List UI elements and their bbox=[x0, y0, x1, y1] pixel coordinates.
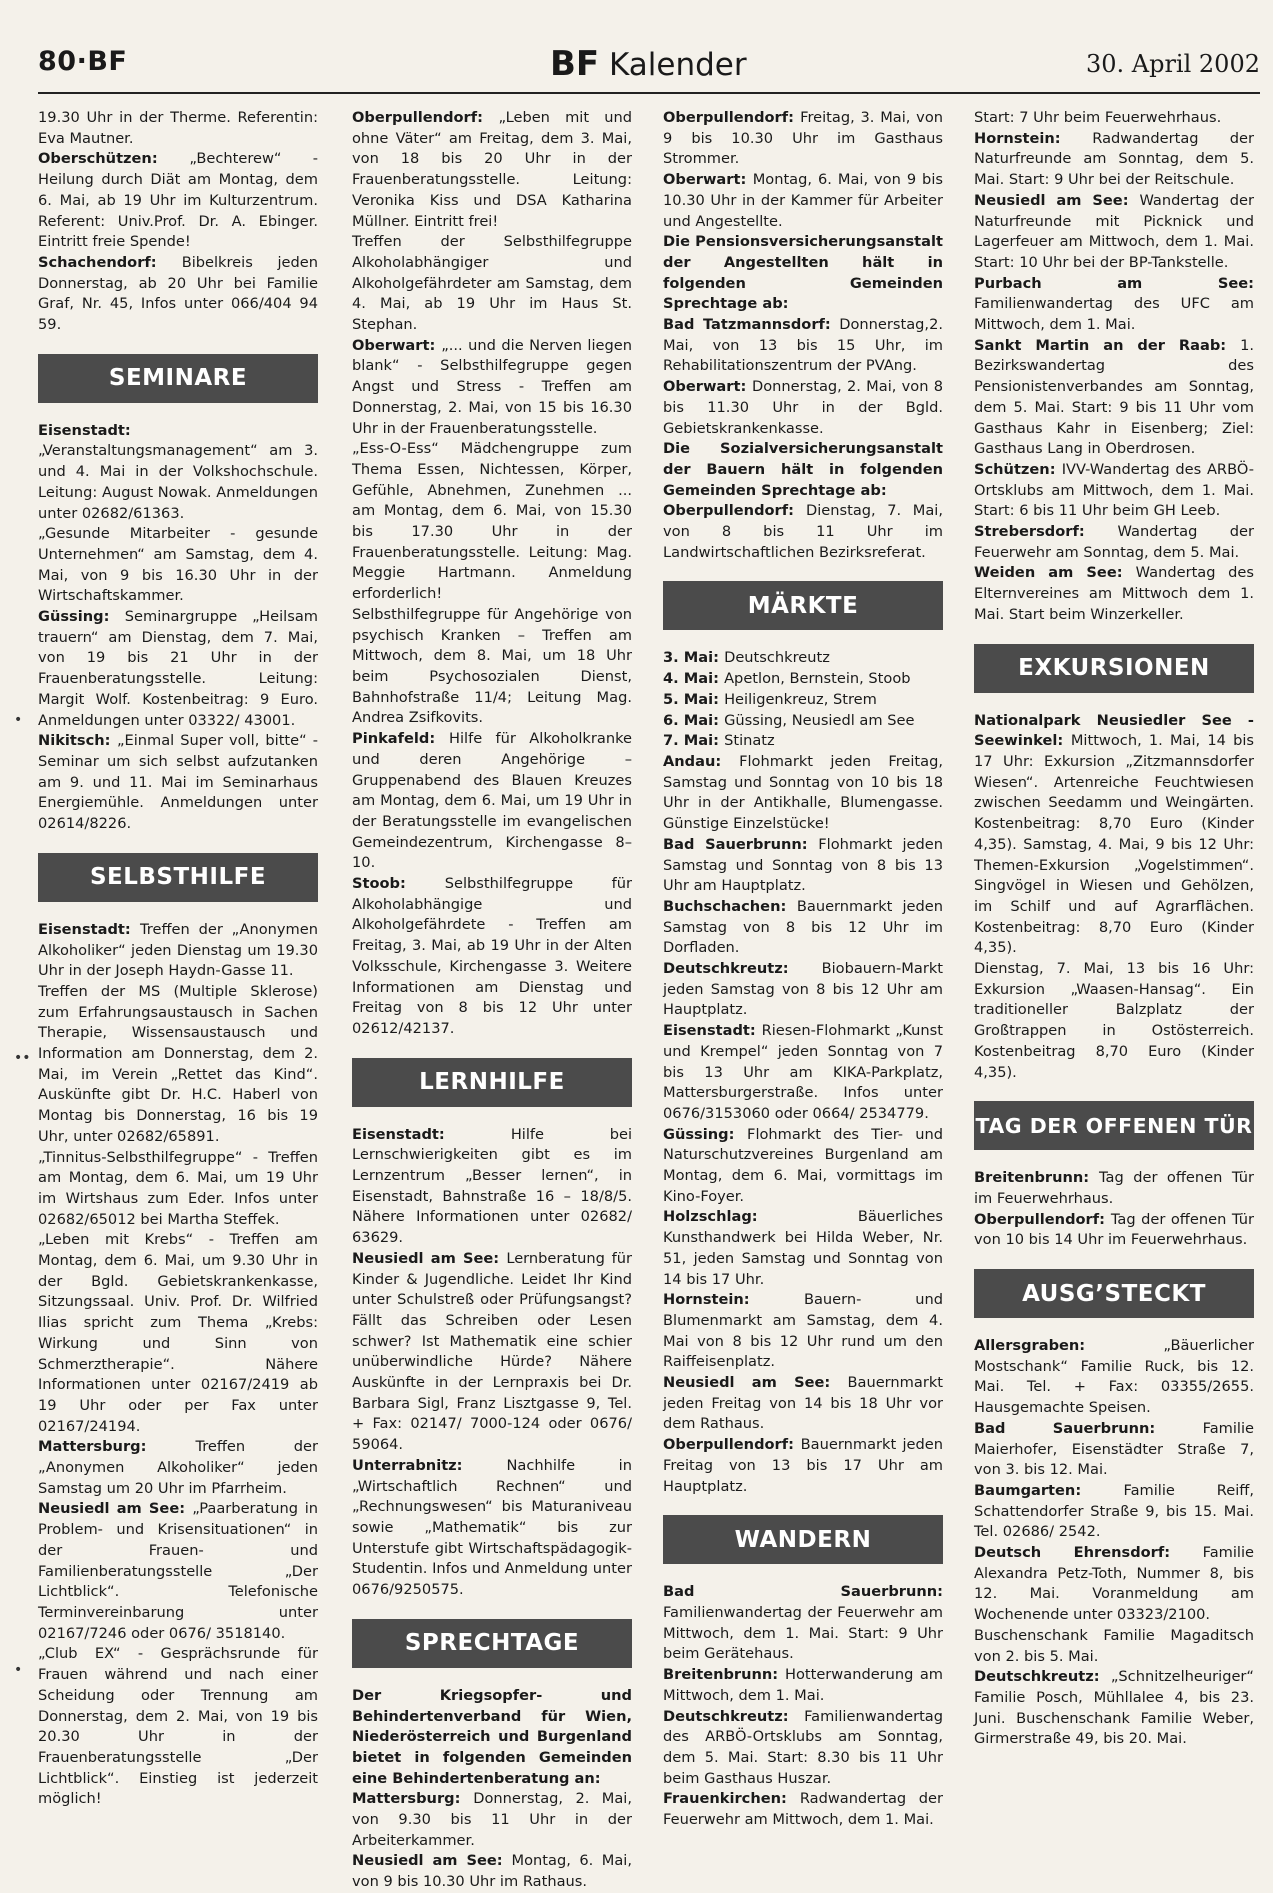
entry-text: „Bechterew“ - Heilung durch Diät am Montag, dem 6. Mai, ab 19 Uhr im Kulturzentrum. Referent: Univ.Prof. Dr. A. Ebinger. Eintritt freie Spende! bbox=[38, 150, 318, 251]
entry-place: Neusiedl am See: bbox=[663, 1374, 848, 1392]
listing-entry bbox=[974, 1419, 1254, 1481]
entry-text: Freitag, 3. Mai, von 9 bis 10.30 Uhr im Gasthaus Strommer. bbox=[663, 109, 943, 168]
entry-place: Eisenstadt: bbox=[38, 920, 141, 938]
brand-logo: BF bbox=[550, 44, 600, 84]
entry-text: „Leben mit und ohne Väter“ am Freitag, dem 3. Mai, von 18 bis 20 Uhr in der Frauenberatungsstelle. Leitung: Veronika Kiss und DSA Katharina Müllner. Eintritt frei! bbox=[352, 109, 633, 230]
entry-place: Holzschlag: bbox=[663, 1208, 858, 1226]
listing-entry bbox=[974, 959, 1254, 1083]
listing-entry bbox=[38, 1644, 318, 1810]
entry-place: Oberwart: bbox=[352, 336, 442, 354]
entry-text: „Ess-O-Ess“ Mädchengruppe zum Thema Essen, Nichtessen, Körper, Gefühle, Abnehmen, Zunehmen ... am Montag, dem 6. Mai, von 15.30 bis 17.30 Uhr in der Frauenberatungsstelle. Leitung: Mag. Meggie Hartmann. Anmeldung erforderlich! bbox=[352, 440, 632, 603]
entry-place: Frauenkirchen: bbox=[663, 1790, 800, 1808]
entry-text: „Veranstaltungsmanagement“ am 3. und 4. Mai in der Volkshochschule. Leitung: August Nowak. Anmeldungen unter 02682/61363. bbox=[38, 442, 318, 522]
entry-place: Oberwart: bbox=[663, 171, 753, 189]
listing-entry bbox=[974, 1626, 1254, 1667]
header-rule bbox=[38, 92, 1260, 94]
listing-entry bbox=[352, 1851, 632, 1892]
entry-text: Treffen der „Anonymen Alkoholiker“ jeden Dienstag um 19.30 Uhr in der Joseph Haydn-Gasse 11. bbox=[38, 920, 318, 980]
entry-place: Oberschützen: bbox=[38, 150, 190, 168]
listing-entry bbox=[663, 897, 943, 959]
listing-entry bbox=[352, 729, 632, 874]
listing-entry bbox=[663, 835, 943, 897]
listing-entry bbox=[352, 439, 632, 605]
entry-text: Hilfe für Alkoholkranke und deren Angehörige – Gruppenabend des Blauen Kreuzes am Montag, dem 6. Mai, um 19 Uhr in der Beratungsstelle im evangelischen Gemeindezentrum, Kirchengasse 8–10. bbox=[352, 730, 632, 872]
section-header-tag-der-offenen-t-r: TAG DER OFFENEN TÜR bbox=[974, 1101, 1254, 1150]
listing-entry bbox=[663, 1789, 943, 1830]
entry-place: Der Kriegsopfer- und Behindertenverband für Wien, Niederösterreich und Burgenland bietet in folgenden Gemeinden eine Behindertenberatung an: bbox=[352, 1686, 632, 1787]
listing-entry bbox=[663, 1290, 943, 1373]
section-title bbox=[550, 44, 747, 84]
entry-place: Weiden am See: bbox=[974, 564, 1136, 582]
entry-place: Nikitsch: bbox=[38, 732, 117, 750]
listing-entry bbox=[663, 1207, 943, 1290]
listing-entry bbox=[663, 1665, 943, 1706]
listing-entry bbox=[974, 1210, 1254, 1251]
listing-entry bbox=[663, 315, 943, 377]
entry-place: Allersgraben: bbox=[974, 1337, 1164, 1355]
entry-text: Familie Maierhofer, Eisenstädter Straße 7, von 3. bis 12. Mai. bbox=[974, 1419, 1254, 1479]
entry-place: Schützen: bbox=[974, 460, 1062, 478]
listing-entry bbox=[38, 524, 318, 607]
entry-text: Bauern- und Blumenmarkt am Samstag, dem 4. Mai von 8 bis 12 Uhr rund um den Raiffeisenplatz. bbox=[663, 1291, 944, 1371]
listing-entry bbox=[38, 421, 318, 525]
entry-text: „Paarberatung in Problem- und Krisensituationen“ in der Frauen- und Familienberatungsstelle „Der Lichtblick“. Telefonische Terminvereinbarung unter 02167/7246 oder 0676/ 3518140. bbox=[38, 1500, 318, 1642]
listing-entry bbox=[663, 711, 943, 732]
entry-text: Mittwoch, 1. Mai, 14 bis 17 Uhr: Exkursion „Zitzmannsdorfer Wiesen“. Artenreiche Feuchtwiesen zwischen Seedamm und Weingärten. Kostenbeitrag: 8,70 Euro (Kinder 4,35). Samstag, 4. Mai, 9 bis 12 Uhr: Themen-Exkursion „Vogelstimmen“. Singvögel in Wiesen und Gehölzen, im Schilf und auf Agrarflächen. Kostenbeitrag: 8,70 Euro (Kinder 4,35). bbox=[974, 732, 1254, 957]
entry-text: Bauernmarkt jeden Freitag von 14 bis 18 Uhr vor dem Rathaus. bbox=[663, 1374, 943, 1433]
entry-text: „... und die Nerven liegen blank“ - Selbsthilfegruppe gegen Angst und Stress - Treffen am Donnerstag, 2. Mai, von 15 bis 16.30 Uhr in der Frauenberatungsstelle. bbox=[352, 336, 633, 437]
section-header-sprechtage: SPRECHTAGE bbox=[352, 1619, 632, 1668]
listing-entry bbox=[38, 253, 318, 336]
entry-place: Bad Tatzmannsdorf: bbox=[663, 316, 840, 334]
entry-place: Güssing: bbox=[663, 1125, 748, 1143]
entry-place: Andau: bbox=[663, 752, 740, 770]
entry-place: Breitenbrunn: bbox=[663, 1666, 785, 1684]
section-header-ausg-steckt: AUSG’STECKT bbox=[974, 1269, 1254, 1318]
entry-text: Wandertag der Feuerwehr am Sonntag, dem 5. Mai. bbox=[974, 523, 1254, 561]
listing-entry bbox=[663, 669, 943, 690]
entry-text: Familie Alexandra Petz-Toth, Nummer 8, bis 12. Mai. Voranmeldung am Wochenende unter 03323/2100. bbox=[974, 1544, 1254, 1624]
section-header-selbsthilfe: SELBSTHILFE bbox=[38, 853, 318, 902]
listing-entry bbox=[974, 1481, 1254, 1543]
entry-place: Oberpullendorf: bbox=[663, 109, 801, 126]
listing-entry bbox=[663, 1021, 943, 1125]
entry-place: Die Sozialversicherungsanstalt der Bauern hält in folgenden Gemeinden Sprechtage ab: bbox=[663, 440, 943, 499]
section-header-exkursionen: EXKURSIONEN bbox=[974, 644, 1254, 693]
listing-entry bbox=[38, 982, 318, 1148]
column-4 bbox=[974, 108, 1254, 1750]
entry-text: Flohmarkt jeden Freitag, Samstag und Sonntag von 10 bis 18 Uhr in der Antikhalle, Blumengasse. Günstige Einzelstücke! bbox=[663, 752, 943, 833]
listing-entry bbox=[663, 1435, 943, 1497]
listing-entry bbox=[974, 129, 1254, 191]
entry-place: Mattersburg: bbox=[38, 1438, 196, 1456]
entry-text: Güssing, Neusiedl am See bbox=[724, 711, 915, 729]
page-number: 80 bbox=[38, 46, 77, 77]
entry-place: Güssing: bbox=[38, 608, 125, 626]
listing-entry bbox=[663, 1125, 943, 1208]
section-name: Kalender bbox=[609, 47, 747, 83]
entry-text: Apetlon, Bernstein, Stoob bbox=[724, 670, 911, 688]
entry-place: Neusiedl am See: bbox=[352, 1249, 507, 1267]
listing-entry bbox=[663, 752, 943, 835]
entry-text: Treffen der „Anonymen Alkoholiker“ jeden Samstag um 20 Uhr im Pfarrheim. bbox=[38, 1438, 318, 1497]
listing-entry bbox=[974, 460, 1254, 522]
entry-text: Nachhilfe in „Wirtschaftlich Rechnen“ und „Rechnungswesen“ bis Maturaniveau sowie „Mathematik“ bis zur Unterstufe gibt Wirtschaftspädagogik-Studentin. Infos und Anmeldung unter 0676/9250575. bbox=[352, 1456, 632, 1599]
entry-text: Donnerstag,2. Mai, von 13 bis 15 Uhr, im Rehabilitationszentrum der PVAng. bbox=[663, 316, 943, 375]
entry-place: Deutsch Ehrensdorf: bbox=[974, 1544, 1203, 1562]
entry-text: „Club EX“ - Gesprächsrunde für Frauen während und nach einer Scheidung oder Trennung am Donnerstag, dem 2. Mai, von 19 bis 20.30 Uhr in der Frauenberatungsstelle „Der Lichtblick“. Einstieg ist jederzeit möglich! bbox=[38, 1645, 318, 1808]
entry-text: „Einmal Super voll, bitte“ - Seminar um sich selbst aufzutanken am 9. und 11. Mai im Seminarhaus Energiemühle. Anmeldungen unter 02614/8226. bbox=[38, 732, 318, 833]
listing-entry bbox=[38, 108, 318, 149]
separator-dot: · bbox=[76, 46, 88, 77]
listing-entry bbox=[663, 1707, 943, 1790]
entry-text: Deutschkreutz bbox=[724, 649, 830, 667]
entry-place: 3. Mai: bbox=[663, 649, 725, 667]
entry-text: Hilfe bei Lernschwierigkeiten gibt es im Lernzentrum „Besser lernen“, in Eisenstadt, Bahnstraße 16 – 18/8/5. Nähere Informationen unter 02682/ 63629. bbox=[352, 1125, 632, 1247]
entry-place: Deutschkreutz: bbox=[663, 960, 822, 978]
listing-entry bbox=[352, 1249, 632, 1456]
listing-entry bbox=[974, 274, 1254, 336]
entry-place: Eisenstadt: bbox=[663, 1022, 762, 1040]
entry-text: Flohmarkt des Tier- und Naturschutzvereines Burgenland am Montag, dem 6. Mai, vormittags im Kino-Foyer. bbox=[663, 1125, 943, 1205]
entry-text: Start: 7 Uhr beim Feuerwehrhaus. bbox=[974, 109, 1222, 126]
listing-entry bbox=[352, 605, 632, 729]
listing-entry bbox=[663, 377, 943, 439]
entry-place: Eisenstadt: bbox=[38, 421, 131, 439]
page-header bbox=[38, 44, 1260, 84]
entry-text: Montag, 6. Mai, von 9 bis 10.30 Uhr in der Kammer für Arbeiter und Angestellte. bbox=[663, 171, 943, 230]
section-header-lernhilfe: LERNHILFE bbox=[352, 1058, 632, 1107]
listing-entry bbox=[974, 563, 1254, 625]
entry-text: Flohmarkt jeden Samstag und Sonntag von 8 bis 13 Uhr am Hauptplatz. bbox=[663, 835, 944, 895]
listing-entry bbox=[974, 522, 1254, 563]
listing-entry bbox=[38, 1230, 318, 1437]
entry-text: Selbsthilfegruppe für Alkoholabhängige und Alkoholgefährdete - Treffen am Freitag, 3. Mai, ab 19 Uhr in der Alten Volksschule, Kirchengasse 3. Weitere Informationen am Dienstag und Freitag von 8 bis 12 Uhr unter 02612/42137. bbox=[352, 875, 632, 1037]
entry-place: Oberpullendorf: bbox=[663, 502, 806, 520]
entry-place: 5. Mai: bbox=[663, 690, 725, 708]
entry-text: Dienstag, 7. Mai, 13 bis 16 Uhr: Exkursion „Waasen-Hansag“. Ein traditioneller Balzplatz der Großtrappen in Ostösterreich. Kostenbeitrag 8,70 Euro (Kinder 4,35). bbox=[974, 960, 1254, 1081]
listing-entry bbox=[352, 232, 632, 336]
listing-entry bbox=[974, 1168, 1254, 1209]
listing-entry bbox=[974, 1667, 1254, 1750]
entry-place: 7. Mai: bbox=[663, 732, 725, 750]
entry-place: Neusiedl am See: bbox=[352, 1852, 512, 1870]
entry-place: Oberpullendorf: bbox=[663, 1436, 801, 1454]
entry-text: „Leben mit Krebs“ - Treffen am Montag, dem 6. Mai, um 9.30 Uhr in der Bgld. Gebietskrankenkasse, Sitzungssaal. Univ. Prof. Dr. Wilfried Ilias spricht zum Thema „Krebs: Wirkung und Sinn von Schmerztherapie“. Nähere Informationen unter 02167/2419 ab 19 Uhr oder per Fax unter 02167/24194. bbox=[38, 1231, 318, 1435]
entry-place: Purbach am See: bbox=[974, 274, 1254, 292]
margin-mark: • bbox=[14, 712, 23, 728]
entry-place: Neusiedl am See: bbox=[974, 191, 1140, 209]
entry-text: Hotterwanderung am Mittwoch, dem 1. Mai. bbox=[663, 1666, 943, 1704]
entry-text: Selbsthilfegruppe für Angehörige von psychisch Kranken – Treffen am Mittwoch, dem 8. Mai, um 18 Uhr beim Psychosozialen Dienst, Bahnhofstraße 11/4; Leitung Mag. Andrea Zsifkovits. bbox=[352, 605, 632, 727]
listing-entry bbox=[38, 1148, 318, 1231]
entry-text: Tag der offenen Tür im Feuerwehrhaus. bbox=[974, 1169, 1254, 1207]
entry-text: Montag, 6. Mai, von 9 bis 10.30 Uhr im Rathaus. bbox=[352, 1852, 632, 1891]
entry-text: „Schnitzelheuriger“ Familie Posch, Mühllalee 4, bis 23. Juni. Buschenschank Familie Weber, Girmerstraße 49, bis 20. Mai. bbox=[974, 1668, 1254, 1748]
entry-text: Bibelkreis jeden Donnerstag, ab 20 Uhr bei Familie Graf, Nr. 45, Infos unter 066/404 94 59. bbox=[38, 253, 318, 334]
listing-entry bbox=[38, 149, 318, 253]
listing-entry bbox=[352, 336, 632, 440]
entry-place: Strebersdorf: bbox=[974, 523, 1118, 541]
entry-text: „Tinnitus-Selbsthilfegruppe“ - Treffen am Montag, dem 6. Mai, um 19 Uhr im Wirtshaus zum Eder. Infos unter 02682/65012 bei Martha Steffek. bbox=[38, 1148, 318, 1228]
entry-place: Oberpullendorf: bbox=[974, 1210, 1111, 1228]
section-header-m-rkte: MÄRKTE bbox=[663, 581, 943, 630]
page-number-label bbox=[38, 46, 127, 77]
entry-place: Oberpullendorf: bbox=[352, 109, 499, 126]
listing-entry bbox=[38, 731, 318, 835]
listing-entry bbox=[38, 1499, 318, 1644]
entry-text: Wandertag des Elternvereines am Mittwoch dem 1. Mai. Start beim Winzerkeller. bbox=[974, 564, 1254, 623]
entry-text: 19.30 Uhr in der Therme. Referentin: Eva Mautner. bbox=[38, 109, 318, 147]
entry-text: Riesen-Flohmarkt „Kunst und Krempel“ jeden Sonntag von 7 bis 13 Uhr am KIKA-Parkplatz, Mattersburgerstraße. Infos unter 0676/3153060 oder 0664/ 2534779. bbox=[663, 1022, 943, 1122]
entry-text: Familienwandertag des UFC am Mittwoch, dem 1. Mai. bbox=[974, 295, 1254, 334]
brand-left: BF bbox=[87, 46, 128, 77]
entry-text: Lernberatung für Kinder & Jugendliche. Leidet Ihr Kind unter Schulstreß oder Prüfungsangst? Fällt das Schreiben oder Lesen schwer? Ist Mathematik eine schier unüberwindliche Hürde? Nähere Auskünfte in der Lernpraxis bei Dr. Barbara Sigl, Franz Lisztgasse 9, Tel. + Fax: 02147/ 7000-124 oder 0676/ 59064. bbox=[352, 1249, 632, 1454]
entry-place: Nationalpark Neusiedler See - Seewinkel: bbox=[974, 711, 1254, 750]
listing-entry bbox=[38, 920, 318, 982]
listing-entry bbox=[352, 1125, 632, 1249]
entry-place: Breitenbrunn: bbox=[974, 1169, 1100, 1187]
listing-entry bbox=[352, 874, 632, 1040]
entry-place: Bad Sauerbrunn: bbox=[974, 1419, 1203, 1437]
listing-entry bbox=[663, 439, 943, 501]
entry-text: Radwandertag der Feuerwehr am Mittwoch, dem 1. Mai. bbox=[663, 1790, 943, 1829]
listing-entry bbox=[663, 731, 943, 752]
listing-entry bbox=[663, 690, 943, 711]
margin-mark: • bbox=[14, 1662, 23, 1678]
listing-entry bbox=[974, 1336, 1254, 1419]
entry-place: Mattersburg: bbox=[352, 1790, 474, 1808]
listing-entry bbox=[352, 1789, 632, 1851]
listing-entry bbox=[663, 170, 943, 232]
entry-place: Oberwart: bbox=[663, 378, 752, 396]
listing-entry bbox=[38, 607, 318, 731]
entry-text: Bäuerliches Kunsthandwerk bei Hilda Weber, Nr. 51, jeden Samstag und Sonntag von 14 bis 17 Uhr. bbox=[663, 1208, 943, 1288]
entry-text: Treffen der MS (Multiple Sklerose) zum Erfahrungsaustausch in Sachen Therapie, Wissensaustausch und Information am Donnerstag, dem 2. Mai, im Verein „Rettet das Kind“. Auskünfte gibt Dr. H.C. Haberl von Montag bis Donnerstag, 16 bis 19 Uhr, unter 02682/65891. bbox=[38, 982, 318, 1145]
section-header-seminare: SEMINARE bbox=[38, 354, 318, 403]
entry-text: Donnerstag, 2. Mai, von 8 bis 11.30 Uhr in der Bgld. Gebietskrankenkasse. bbox=[663, 378, 943, 437]
entry-text: Radwandertag der Naturfreunde am Sonntag, dem 5. Mai. Start: 9 Uhr bei der Reitschule. bbox=[974, 129, 1254, 189]
column-2 bbox=[352, 108, 632, 1893]
listing-entry bbox=[38, 1437, 318, 1499]
entry-place: Bad Sauerbrunn: bbox=[663, 1583, 943, 1601]
listing-entry bbox=[663, 108, 943, 170]
listing-entry bbox=[663, 1373, 943, 1435]
entry-text: 1. Bezirkswandertag des Pensionistenverbandes am Sonntag, dem 5. Mai. Start: 9 bis 11 Uhr vom Gasthaus Kahr in Eisenberg; Ziel: Gasthaus Lang in Oberdrosen. bbox=[974, 336, 1254, 458]
entry-place: 4. Mai: bbox=[663, 670, 725, 688]
entry-text: Heiligenkreuz, Strem bbox=[724, 690, 877, 708]
entry-place: 6. Mai: bbox=[663, 711, 725, 729]
entry-place: Deutschkreutz: bbox=[974, 1668, 1111, 1686]
entry-place: Hornstein: bbox=[974, 129, 1093, 147]
entry-place: Schachendorf: bbox=[38, 253, 182, 271]
entry-place: Pinkafeld: bbox=[352, 730, 449, 748]
entry-place: Deutschkreutz: bbox=[663, 1707, 805, 1725]
entry-text: „Gesunde Mitarbeiter - gesunde Unternehmen“ am Samstag, dem 4. Mai, von 9 bis 16.30 Uhr in der Wirtschaftskammer. bbox=[38, 525, 318, 605]
listing-entry bbox=[974, 336, 1254, 460]
entry-text: Stinatz bbox=[724, 732, 775, 750]
entry-place: Bad Sauerbrunn: bbox=[663, 835, 819, 853]
entry-text: Donnerstag, 2. Mai, von 9.30 bis 11 Uhr in der Arbeiterkammer. bbox=[352, 1790, 632, 1849]
listing-entry bbox=[663, 648, 943, 669]
entry-text: Wandertag der Naturfreunde mit Picknick und Lagerfeuer am Mittwoch, dem 1. Mai. Start: 10 Uhr bei der BP-Tankstelle. bbox=[974, 191, 1254, 271]
column-3 bbox=[663, 108, 943, 1831]
entry-place: Hornstein: bbox=[663, 1291, 804, 1309]
entry-text: Familienwandertag der Feuerwehr am Mittwoch, dem 1. Mai. Start: 9 Uhr beim Gerätehaus. bbox=[663, 1604, 943, 1663]
entry-place: Eisenstadt: bbox=[352, 1125, 511, 1143]
entry-text: Dienstag, 7. Mai, von 8 bis 11 Uhr im Landwirtschaftlichen Bezirksreferat. bbox=[663, 502, 943, 561]
listing-entry bbox=[663, 1582, 943, 1665]
margin-mark: •• bbox=[14, 1050, 31, 1066]
entry-text: Buschenschank Familie Magaditsch von 2. bis 5. Mai. bbox=[974, 1626, 1254, 1665]
entry-text: IVV-Wandertag des ARBÖ-Ortsklubs am Mittwoch, dem 1. Mai. Start: 6 bis 11 Uhr beim GH Leeb. bbox=[974, 460, 1254, 520]
entry-text: Familienwandertag des ARBÖ-Ortsklubs am Sonntag, dem 5. Mai. Start: 8.30 bis 11 Uhr beim Gasthaus Huszar. bbox=[663, 1707, 943, 1787]
entry-place: Die Pensionsversicherungsanstalt der Angestellten hält in folgenden Gemeinden Sprechtage ab: bbox=[663, 233, 943, 313]
issue-date: 30. April 2002 bbox=[1085, 50, 1260, 78]
section-header-wandern: WANDERN bbox=[663, 1515, 943, 1564]
entry-text: Bauernmarkt jeden Samstag von 8 bis 12 Uhr im Dorfladen. bbox=[663, 897, 944, 957]
entry-text: Biobauern-Markt jeden Samstag von 8 bis 12 Uhr am Hauptplatz. bbox=[663, 960, 943, 1019]
entry-text: Familie Reiff, Schattendorfer Straße 9, bis 15. Mai. Tel. 02686/ 2542. bbox=[974, 1481, 1254, 1541]
column-1 bbox=[38, 108, 318, 1810]
entry-place: Sankt Martin an der Raab: bbox=[974, 336, 1241, 354]
listing-entry bbox=[974, 191, 1254, 274]
listing-entry bbox=[663, 959, 943, 1021]
entry-text: Treffen der Selbsthilfegruppe Alkoholabhängiger und Alkoholgefährdeter am Samstag, dem 4. Mai, ab 19 Uhr im Haus St. Stephan. bbox=[352, 233, 632, 334]
entry-text: Bauernmarkt jeden Freitag von 13 bis 17 Uhr am Hauptplatz. bbox=[663, 1436, 943, 1495]
entry-place: Baumgarten: bbox=[974, 1481, 1124, 1499]
entry-place: Buchschachen: bbox=[663, 897, 797, 915]
listing-entry bbox=[974, 1543, 1254, 1626]
entry-place: Stoob: bbox=[352, 875, 445, 893]
listing-entry bbox=[974, 108, 1254, 129]
entry-text: Seminargruppe „Heilsam trauern“ am Dienstag, dem 7. Mai, von 19 bis 21 Uhr in der Frauenberatungsstelle. Leitung: Margit Wolf. Kostenbeitrag: 9 Euro. Anmeldungen unter 03322/ 43001. bbox=[38, 608, 318, 729]
entry-text: Tag der offenen Tür von 10 bis 14 Uhr im Feuerwehrhaus. bbox=[974, 1210, 1254, 1249]
listing-entry bbox=[974, 711, 1254, 959]
listing-entry bbox=[352, 1456, 632, 1601]
listing-entry bbox=[663, 232, 943, 315]
entry-text: „Bäuerlicher Mostschank“ Familie Ruck, bis 12. Mai. Tel. + Fax: 03355/2655. Hausgemachte Speisen. bbox=[974, 1337, 1254, 1417]
listing-entry bbox=[352, 1686, 632, 1790]
entry-place: Neusiedl am See: bbox=[38, 1500, 193, 1518]
entry-place: Unterrabnitz: bbox=[352, 1456, 507, 1474]
listing-entry bbox=[352, 108, 632, 232]
listing-entry bbox=[663, 501, 943, 563]
